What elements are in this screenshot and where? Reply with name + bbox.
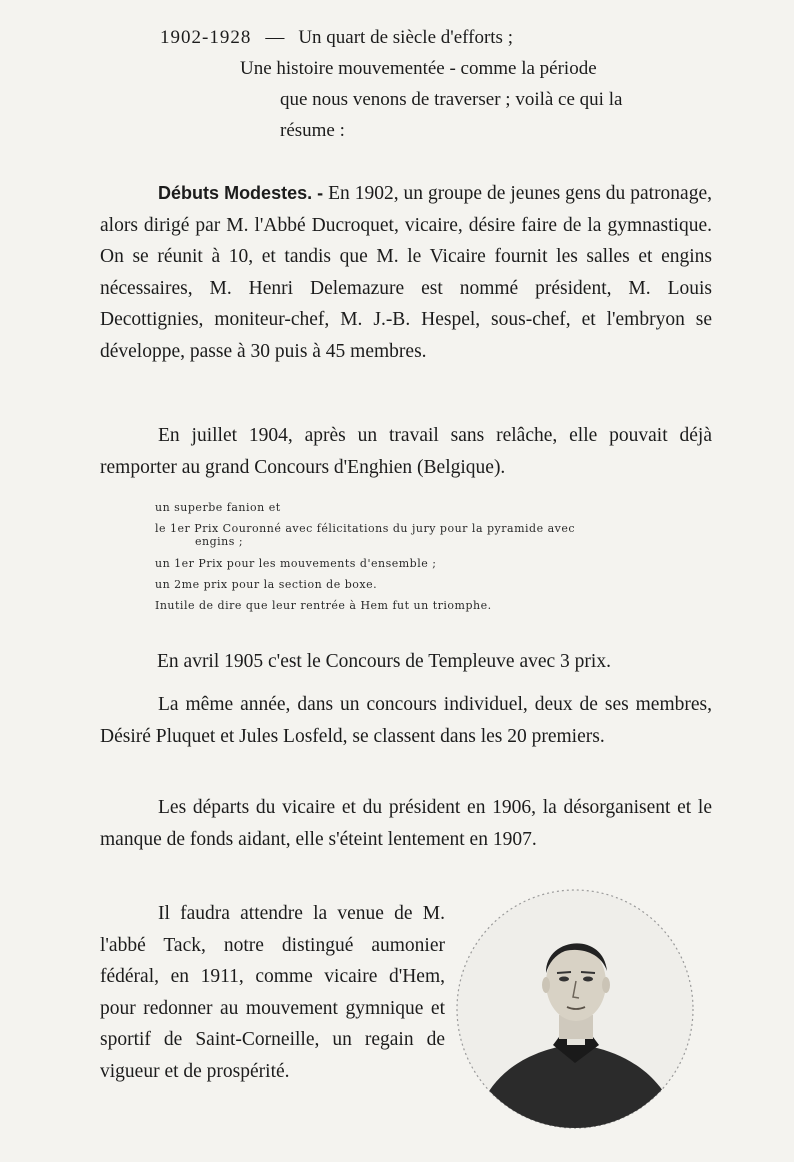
intro-line-1 (160, 22, 700, 53)
paragraph-departs: Les départs du vicaire et du président en 1906, la désorganisent et le manque de fonds aidant, elle s'éteint lentement en 1907. (100, 797, 712, 850)
intro-heading (160, 22, 700, 146)
prize-item: un 2me prix pour la section de boxe. (155, 578, 378, 591)
priest-portrait-icon (453, 887, 698, 1132)
date-range: 1902-1928 (160, 27, 252, 48)
intro-line-2: Une histoire mouvementée - comme la période (240, 58, 597, 79)
paragraph-juillet-1904: En juillet 1904, après un travail sans relâche, elle pouvait déjà remporter au grand Concours d'Enghien (Belgique). (100, 425, 712, 478)
paragraph-debuts (100, 178, 712, 367)
prize-note: Inutile de dire que leur rentrée à Hem fut un triomphe. (155, 599, 492, 612)
paragraph-meme-annee: La même année, dans un concours individuel, deux de ses membres, Désiré Pluquet et Jules Losfeld, se classent dans les 20 premiers. (100, 694, 712, 747)
section-lead: Débuts Modestes. - (158, 183, 324, 203)
intro-dash: — (265, 27, 285, 48)
intro-line-1-text: Un quart de siècle d'efforts ; (298, 27, 513, 48)
paragraph-debuts-text: En 1902, un groupe de jeunes gens du patronage, alors dirigé par M. l'Abbé Ducroquet, vicaire, désire faire de la gymnastique. On se réunit à 10, et tandis que M. le Vicaire fournit les salles et engins nécessaires, M. Henri Delemazure est nommé président, M. Louis Decottignies, moniteur-chef, M. J.-B. Hespel, sous-chef, et l'embryon se développe, passe à 30 puis à 45 membres. (100, 183, 712, 362)
intro-line-4: résume : (280, 120, 345, 141)
prize-item: un 1er Prix pour les mouvements d'ensemble ; (155, 557, 437, 570)
prize-list (155, 497, 715, 616)
intro-line-3: que nous venons de traverser ; voilà ce qui la (280, 89, 623, 110)
prize-item: le 1er Prix Couronné avec félicitations du jury pour la pyramide avec (155, 522, 576, 535)
prize-item-continuation: engins ; (195, 535, 244, 548)
paragraph-abbe-tack: Il faudra attendre la venue de M. l'abbé Tack, notre distingué aumonier fédéral, en 1911, comme vicaire d'Hem, pour redonner au mouvement gymnique et sportif de Saint-Corneille, un regain de vigueur et de prospérité. (100, 903, 445, 1082)
paragraph-avril-1905: En avril 1905 c'est le Concours de Templeuve avec 3 prix. (157, 651, 611, 672)
portrait-image (453, 887, 698, 1132)
prize-item: un superbe fanion et (155, 501, 281, 514)
